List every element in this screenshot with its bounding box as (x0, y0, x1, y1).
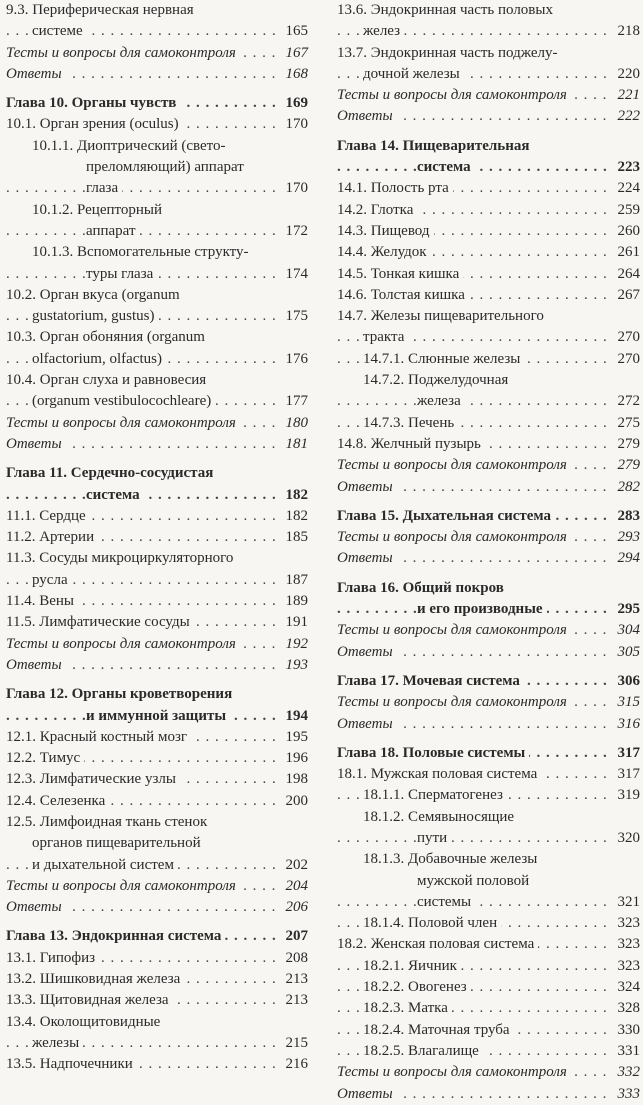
toc-entry-title: Глава 10. Органы чувств (6, 93, 180, 114)
toc-page-number: 195 (281, 727, 309, 748)
toc-entry-title: 11.2. Артерии (6, 527, 98, 548)
toc-entry-title: Глава 14. Пищеварительная (337, 136, 533, 157)
leader-dots (6, 178, 308, 199)
toc-entry[interactable] (337, 1062, 640, 1083)
toc-page-number: 168 (281, 64, 309, 85)
toc-entry[interactable] (6, 812, 308, 876)
toc-left-column (6, 0, 308, 1076)
toc-entry-title: 12.4. Селезенка (6, 791, 109, 812)
toc-entry[interactable] (337, 285, 640, 306)
toc-entry-title: 12.3. Лимфатические узлы (6, 769, 180, 790)
toc-entry-title: 13.2. Шишковидная железа (6, 969, 184, 990)
toc-entry-title: Ответы (6, 655, 66, 676)
toc-entry-title: 10.1.3. Вспомогательные структу- (32, 242, 253, 263)
toc-entry[interactable] (6, 200, 308, 243)
toc-page-number: 260 (613, 221, 641, 242)
toc-entry-title: 14.5. Тонкая кишка (337, 264, 463, 285)
toc-entry-title: желез (363, 21, 404, 42)
toc-entry[interactable] (6, 327, 308, 370)
toc-entry[interactable] (337, 998, 640, 1019)
toc-entry[interactable] (6, 791, 308, 812)
toc-page-number: 305 (613, 642, 641, 663)
toc-entry[interactable] (337, 477, 640, 498)
toc-entry[interactable] (337, 807, 640, 850)
toc-entry-title: Ответы (337, 642, 397, 663)
toc-page-number: 283 (613, 506, 641, 527)
toc-entry[interactable] (337, 849, 640, 913)
toc-entry-title: Тесты и вопросы для самоконтроля (337, 85, 571, 106)
toc-page-number: 182 (281, 506, 309, 527)
toc-entry[interactable] (337, 43, 640, 86)
toc-entry[interactable] (6, 748, 308, 769)
toc-page-number: 176 (281, 349, 309, 370)
toc-entry[interactable] (6, 655, 308, 676)
toc-entry-title: тракта (363, 327, 408, 348)
toc-entry-title: Ответы (6, 434, 66, 455)
toc-page-number: 304 (613, 620, 641, 641)
toc-entry-title: 11.3. Сосуды микроциркуляторного (6, 548, 237, 569)
toc-entry-title: 14.7. Железы пищеварительного (337, 306, 548, 327)
toc-page-number: 331 (613, 1041, 641, 1062)
toc-page-number: 333 (613, 1084, 641, 1105)
toc-entry-title: и иммунной защиты (86, 706, 230, 727)
toc-page-number: 324 (613, 977, 641, 998)
toc-entry-title: системы (417, 892, 475, 913)
toc-page-number: 264 (613, 264, 641, 285)
toc-entry[interactable] (6, 370, 308, 413)
toc-entry-title: 18.2.1. Яичник (363, 956, 461, 977)
toc-entry-title: пути (417, 828, 451, 849)
toc-page-number: 224 (613, 178, 641, 199)
toc-chapter-entry[interactable] (337, 506, 640, 527)
toc-page-number: 317 (613, 764, 641, 785)
toc-entry[interactable] (337, 1084, 640, 1105)
toc-page-number: 294 (613, 548, 641, 569)
toc-entry-title: Тесты и вопросы для самоконтроля (6, 876, 240, 897)
toc-page-number: 306 (613, 671, 641, 692)
toc-entry[interactable] (337, 913, 640, 934)
toc-entry-title: глаза (86, 178, 122, 199)
toc-entry-title: Тесты и вопросы для самоконтроля (337, 1062, 571, 1083)
toc-entry-title: 14.7.3. Печень (363, 413, 458, 434)
toc-entry-title: Тесты и вопросы для самоконтроля (337, 620, 571, 641)
toc-page-number: 295 (613, 599, 641, 620)
toc-entry-title: 13.5. Надпочечники (6, 1054, 137, 1075)
toc-entry[interactable] (337, 785, 640, 806)
toc-entry-title: Глава 18. Половые системы (337, 743, 529, 764)
toc-entry[interactable] (337, 455, 640, 476)
toc-entry[interactable] (337, 264, 640, 285)
toc-entry-title: туры глаза (86, 264, 157, 285)
toc-entry[interactable] (337, 200, 640, 221)
toc-entry[interactable] (337, 306, 640, 349)
toc-page-number: 181 (281, 434, 309, 455)
toc-entry-title: 18.1.2. Семявыносящие (363, 807, 518, 828)
leader-dots (337, 828, 640, 849)
toc-entry[interactable] (337, 620, 640, 641)
toc-page-number: 330 (613, 1020, 641, 1041)
toc-entry-title: Ответы (337, 714, 397, 735)
toc-page-number: 204 (281, 876, 309, 897)
toc-entry[interactable] (337, 413, 640, 434)
toc-page-number: 267 (613, 285, 641, 306)
toc-entry[interactable] (337, 977, 640, 998)
toc-chapter-entry[interactable] (6, 684, 308, 727)
toc-entry[interactable] (337, 1041, 640, 1062)
toc-entry-title: 10.1.2. Рецепторный (32, 200, 166, 221)
toc-entry-title: 11.1. Сердце (6, 506, 90, 527)
toc-page-number: 321 (613, 892, 641, 913)
toc-entry-title: gustatorium, gustus) (32, 306, 159, 327)
toc-entry[interactable] (6, 434, 308, 455)
toc-entry-title: Глава 16. Общий покров (337, 578, 508, 599)
toc-chapter-entry[interactable] (6, 926, 308, 947)
toc-entry-title: аппарат (86, 221, 140, 242)
toc-page-number: 270 (613, 327, 641, 348)
toc-entry[interactable] (6, 634, 308, 655)
toc-entry-title: преломляющий) аппарат (86, 157, 248, 178)
toc-entry-title: 18.2.3. Матка (363, 998, 452, 1019)
toc-page-number: 174 (281, 264, 309, 285)
toc-page-number: 282 (613, 477, 641, 498)
toc-page-number: 182 (281, 485, 309, 506)
toc-page-number: 259 (613, 200, 641, 221)
toc-entry-title: 12.5. Лимфоидная ткань стенок (6, 812, 211, 833)
toc-entry-title: 13.3. Щитовидная железа (6, 990, 173, 1011)
toc-page-number: 185 (281, 527, 309, 548)
toc-page-number: 208 (281, 948, 309, 969)
toc-entry[interactable] (6, 114, 308, 135)
toc-entry-title: Тесты и вопросы для самоконтроля (6, 43, 240, 64)
toc-page-number: 180 (281, 413, 309, 434)
toc-entry-title: система (86, 485, 144, 506)
toc-page-number: 275 (613, 413, 641, 434)
toc-entry[interactable] (6, 990, 308, 1011)
toc-page-number: 192 (281, 634, 309, 655)
toc-entry[interactable] (6, 136, 308, 200)
toc-entry-title: Глава 13. Эндокринная система (6, 926, 225, 947)
toc-entry[interactable] (6, 506, 308, 527)
toc-entry-title: 9.3. Периферическая нервная (6, 0, 198, 21)
toc-page-number: 293 (613, 527, 641, 548)
toc-entry-title: 13.4. Околощитовидные (6, 1012, 164, 1033)
toc-page-number: 187 (281, 570, 309, 591)
toc-page-number: 189 (281, 591, 309, 612)
toc-entry-title: железа (417, 391, 465, 412)
toc-entry-title: органов пищеварительной (32, 833, 205, 854)
toc-page-number: 270 (613, 349, 641, 370)
toc-entry-title: 18.1. Мужская половая система (337, 764, 541, 785)
toc-page-number: 222 (613, 106, 641, 127)
toc-page-number: 279 (613, 455, 641, 476)
toc-page-number: 218 (613, 21, 641, 42)
toc-page-number: 198 (281, 769, 309, 790)
toc-entry-title: Глава 11. Сердечно-сосудистая (6, 463, 217, 484)
toc-entry[interactable] (337, 527, 640, 548)
toc-entry[interactable] (337, 85, 640, 106)
toc-entry-title: Тесты и вопросы для самоконтроля (337, 455, 571, 476)
toc-entry-title: Глава 12. Органы кроветворения (6, 684, 236, 705)
toc-entry[interactable] (337, 642, 640, 663)
leader-dots (337, 892, 640, 913)
toc-page-number: 332 (613, 1062, 641, 1083)
toc-page-number: 169 (281, 93, 309, 114)
toc-entry-title: и его производные (417, 599, 547, 620)
toc-entry[interactable] (337, 0, 640, 43)
toc-entry-title: Ответы (6, 64, 66, 85)
toc-chapter-entry[interactable] (337, 671, 640, 692)
toc-entry-title: 10.1. Орган зрения (oculus) (6, 114, 183, 135)
toc-entry[interactable] (337, 714, 640, 735)
toc-page-number: 220 (613, 64, 641, 85)
toc-page-number: 170 (281, 178, 309, 199)
toc-page-number: 316 (613, 714, 641, 735)
toc-page-number: 223 (613, 157, 641, 178)
toc-entry[interactable] (337, 548, 640, 569)
toc-entry-title: 10.4. Орган слуха и равновесия (6, 370, 210, 391)
toc-page-number: 175 (281, 306, 309, 327)
toc-entry[interactable] (6, 876, 308, 897)
toc-entry-title: Глава 17. Мочевая система (337, 671, 524, 692)
toc-chapter-entry[interactable] (337, 136, 640, 179)
toc-page-number: 221 (613, 85, 641, 106)
toc-entry-title: 14.8. Желчный пузырь (337, 434, 485, 455)
toc-page-number: 328 (613, 998, 641, 1019)
toc-entry-title: Тесты и вопросы для самоконтроля (6, 413, 240, 434)
toc-entry-title: 13.1. Гипофиз (6, 948, 99, 969)
toc-entry-title: Глава 15. Дыхательная система (337, 506, 555, 527)
toc-entry-title: 10.3. Орган обоняния (organum (6, 327, 209, 348)
toc-entry-title: системе (32, 21, 87, 42)
toc-page-number: 177 (281, 391, 309, 412)
toc-entry-title: 14.7.1. Слюнные железы (363, 349, 524, 370)
toc-entry[interactable] (6, 527, 308, 548)
toc-page-number: 194 (281, 706, 309, 727)
toc-page-number: 167 (281, 43, 309, 64)
toc-entry-title: 13.6. Эндокринная часть половых (337, 0, 557, 21)
toc-entry[interactable] (6, 897, 308, 918)
toc-entry-title: мужской половой (417, 871, 533, 892)
toc-entry-title: 14.3. Пищевод (337, 221, 434, 242)
toc-entry-title: 18.2.2. Овогенез (363, 977, 471, 998)
toc-page-number: 323 (613, 913, 641, 934)
toc-entry-title: 18.2.5. Влагалище (363, 1041, 483, 1062)
toc-entry-title: Ответы (337, 106, 397, 127)
toc-entry-title: Ответы (337, 548, 397, 569)
toc-entry[interactable] (6, 413, 308, 434)
toc-entry-title: и дыхательной систем (32, 855, 178, 876)
toc-page-number: 207 (281, 926, 309, 947)
toc-entry-title: 11.5. Лимфатические сосуды (6, 612, 194, 633)
toc-entry[interactable] (6, 43, 308, 64)
toc-entry-title: 14.6. Толстая кишка (337, 285, 469, 306)
toc-entry-title: 18.1.3. Добавочные железы (363, 849, 541, 870)
toc-entry[interactable] (6, 1054, 308, 1075)
toc-page-number: 261 (613, 242, 641, 263)
toc-entry[interactable] (6, 0, 308, 43)
toc-entry[interactable] (6, 285, 308, 328)
leader-dots (6, 485, 308, 506)
toc-page-number: 213 (281, 990, 309, 1011)
toc-page-number: 170 (281, 114, 309, 135)
toc-entry[interactable] (6, 64, 308, 85)
toc-entry-title: дочной железы (363, 64, 464, 85)
toc-entry[interactable] (6, 727, 308, 748)
toc-entry-title: (organum vestibulocochleare) (32, 391, 215, 412)
toc-entry-title: 10.1.1. Диоптрический (свето- (32, 136, 230, 157)
toc-page-number: 193 (281, 655, 309, 676)
toc-page-number: 279 (613, 434, 641, 455)
toc-page-number: 319 (613, 785, 641, 806)
toc-page-number: 165 (281, 21, 309, 42)
toc-page-number: 172 (281, 221, 309, 242)
toc-entry-title: 18.1.1. Сперматогенез (363, 785, 507, 806)
toc-entry[interactable] (337, 349, 640, 370)
toc-entry[interactable] (6, 969, 308, 990)
toc-entry-title: 14.7.2. Поджелудочная (363, 370, 512, 391)
toc-entry[interactable] (6, 612, 308, 633)
toc-entry-title: 18.2. Женская половая система (337, 934, 538, 955)
toc-entry[interactable] (6, 548, 308, 591)
toc-entry-title: olfactorium, olfactus) (32, 349, 166, 370)
toc-page-number: 202 (281, 855, 309, 876)
toc-chapter-entry[interactable] (6, 463, 308, 506)
leader-dots (337, 391, 640, 412)
toc-entry[interactable] (337, 242, 640, 263)
toc-page-number: 323 (613, 934, 641, 955)
toc-entry[interactable] (6, 769, 308, 790)
toc-entry-title: Тесты и вопросы для самоконтроля (337, 527, 571, 548)
toc-page-number: 191 (281, 612, 309, 633)
toc-page-number: 320 (613, 828, 641, 849)
toc-right-column (337, 0, 640, 1105)
toc-entry[interactable] (337, 106, 640, 127)
toc-entry[interactable] (337, 434, 640, 455)
toc-entry-title: 10.2. Орган вкуса (organum (6, 285, 184, 306)
toc-entry[interactable] (6, 242, 308, 285)
toc-page-number: 272 (613, 391, 641, 412)
toc-entry-title: Ответы (337, 1084, 397, 1105)
toc-entry-title: железы (32, 1033, 83, 1054)
toc-entry-title: 18.2.4. Маточная труба (363, 1020, 514, 1041)
toc-entry[interactable] (6, 1012, 308, 1055)
toc-entry-title: Ответы (337, 477, 397, 498)
toc-entry-title: 12.1. Красный костный мозг (6, 727, 191, 748)
toc-page-number: 317 (613, 743, 641, 764)
leader-dots (6, 221, 308, 242)
toc-page-number: 215 (281, 1033, 309, 1054)
toc-entry-title: 18.1.4. Половой член (363, 913, 501, 934)
toc-page-number: 213 (281, 969, 309, 990)
toc-entry-title: 14.2. Глотка (337, 200, 417, 221)
toc-entry[interactable] (337, 764, 640, 785)
toc-entry-title: 14.1. Полость рта (337, 178, 453, 199)
toc-entry-title: 14.4. Желудок (337, 242, 431, 263)
toc-chapter-entry[interactable] (337, 743, 640, 764)
toc-entry-title: Тесты и вопросы для самоконтроля (337, 692, 571, 713)
toc-chapter-entry[interactable] (6, 93, 308, 114)
toc-page-number: 206 (281, 897, 309, 918)
toc-entry-title: Тесты и вопросы для самоконтроля (6, 634, 240, 655)
toc-entry-title: 13.7. Эндокринная часть поджелу- (337, 43, 562, 64)
toc-entry[interactable] (337, 370, 640, 413)
toc-page-number: 315 (613, 692, 641, 713)
leader-dots (337, 157, 640, 178)
toc-entry-title: Ответы (6, 897, 66, 918)
toc-page-number: 200 (281, 791, 309, 812)
toc-entry[interactable] (337, 934, 640, 955)
toc-chapter-entry[interactable] (337, 578, 640, 621)
toc-entry-title: 12.2. Тимус (6, 748, 84, 769)
toc-entry[interactable] (6, 591, 308, 612)
toc-entry-title: система (417, 157, 475, 178)
toc-entry[interactable] (337, 221, 640, 242)
toc-entry-title: 11.4. Вены (6, 591, 78, 612)
toc-entry-title: русла (32, 570, 72, 591)
toc-entry[interactable] (337, 692, 640, 713)
toc-entry[interactable] (6, 948, 308, 969)
toc-entry[interactable] (337, 1020, 640, 1041)
toc-page-number: 196 (281, 748, 309, 769)
toc-page-number: 216 (281, 1054, 309, 1075)
toc-entry[interactable] (337, 178, 640, 199)
toc-entry[interactable] (337, 956, 640, 977)
toc-page-number: 323 (613, 956, 641, 977)
